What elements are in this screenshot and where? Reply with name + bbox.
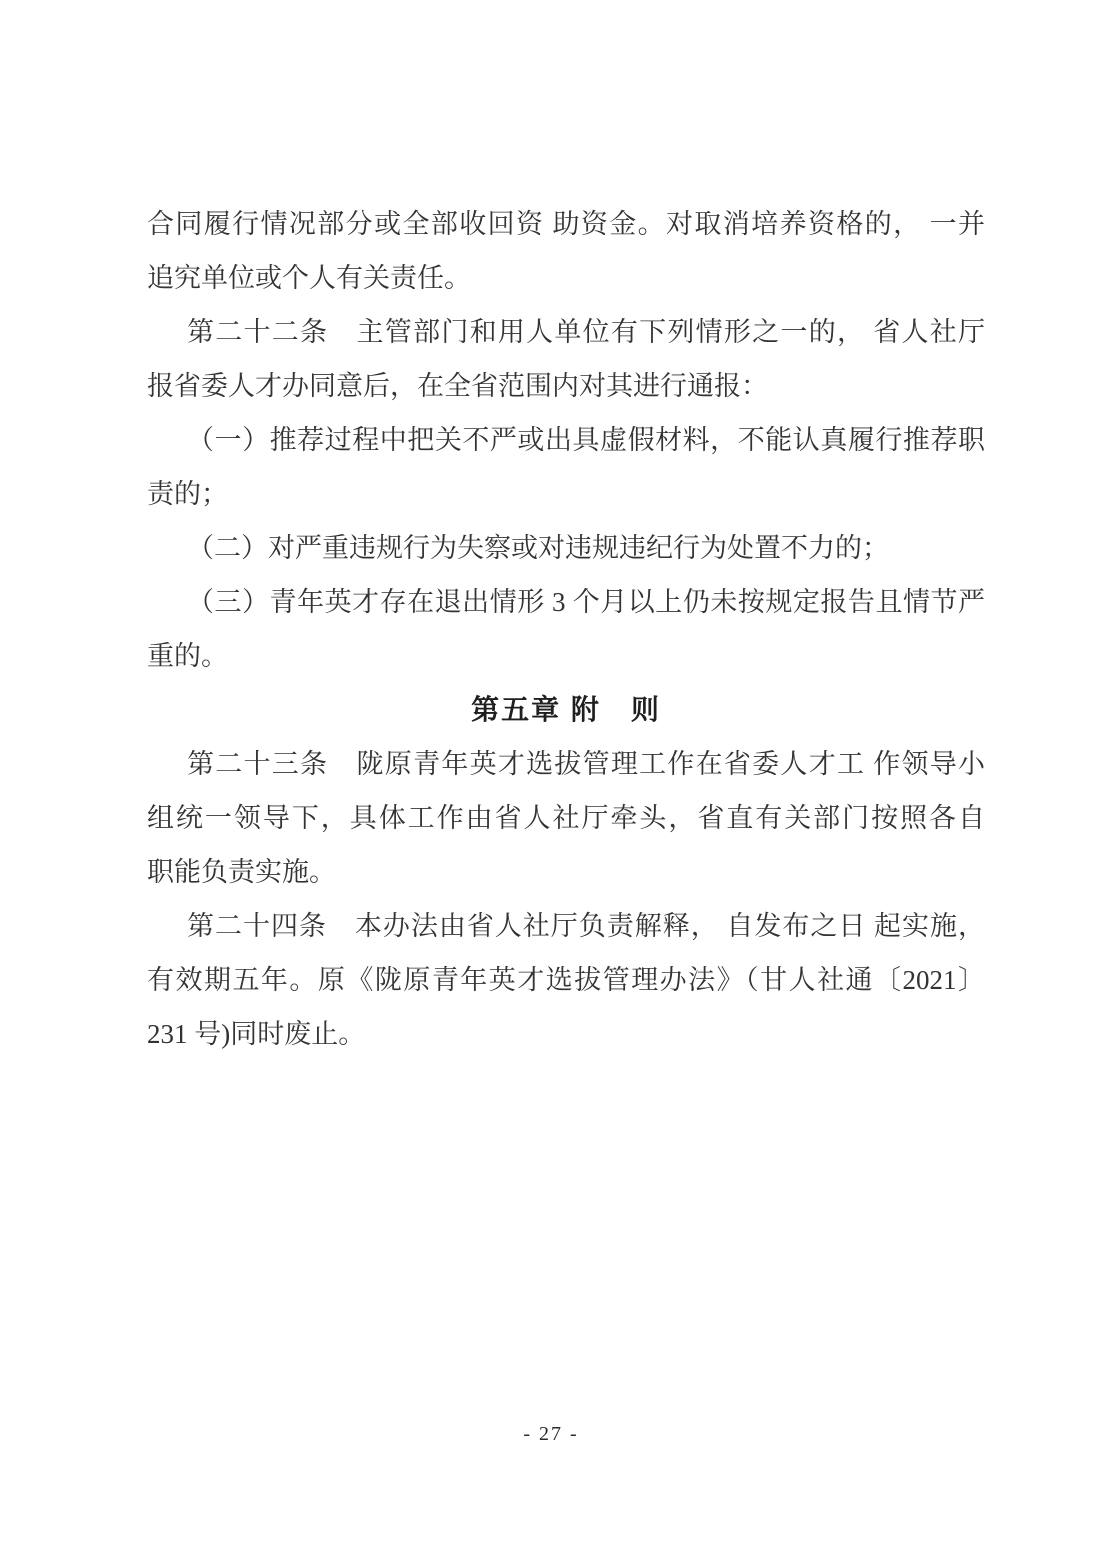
text-line: 第二十三条 陇原青年英才选拔管理工作在省委人才工 作领导小 bbox=[187, 749, 985, 779]
text-line: 231 号)同时废止。 bbox=[147, 1019, 366, 1049]
text-line: 报省委人才办同意后，在全省范围内对其进行通报： bbox=[147, 371, 768, 401]
text-line: （三）青年英才存在退出情形 3 个月以上仍未按规定报告且情节严 bbox=[187, 587, 985, 617]
text-line: 责的； bbox=[147, 479, 228, 509]
text-line: （二）对严重违规行为失察或对违规违纪行为处置不力的； bbox=[187, 533, 889, 563]
chapter-heading: 第五章 附 则 bbox=[471, 694, 661, 725]
text-line: 第二十四条 本办法由省人社厅负责解释， 自发布之日 起实施， bbox=[187, 911, 985, 941]
text-line: 追究单位或个人有关责任。 bbox=[147, 263, 471, 293]
text-line: 有效期五年。原《陇原青年英才选拔管理办法》（甘人社通〔2021〕 bbox=[147, 965, 985, 995]
text-line: 重的。 bbox=[147, 641, 228, 671]
text-line: （一）推荐过程中把关不严或出具虚假材料，不能认真履行推荐职 bbox=[187, 425, 985, 455]
page-number: - 27 - bbox=[523, 1423, 579, 1445]
text-line: 合同履行情况部分或全部收回资 助资金。对取消培养资格的， 一并 bbox=[147, 209, 985, 239]
text-line: 第二十二条 主管部门和用人单位有下列情形之一的， 省人社厅 bbox=[187, 317, 985, 347]
document-body-text bbox=[147, 197, 985, 1061]
text-line: 组统一领导下，具体工作由省人社厅牵头，省直有关部门按照各自 bbox=[147, 803, 985, 833]
text-line: 职能负责实施。 bbox=[147, 857, 336, 887]
